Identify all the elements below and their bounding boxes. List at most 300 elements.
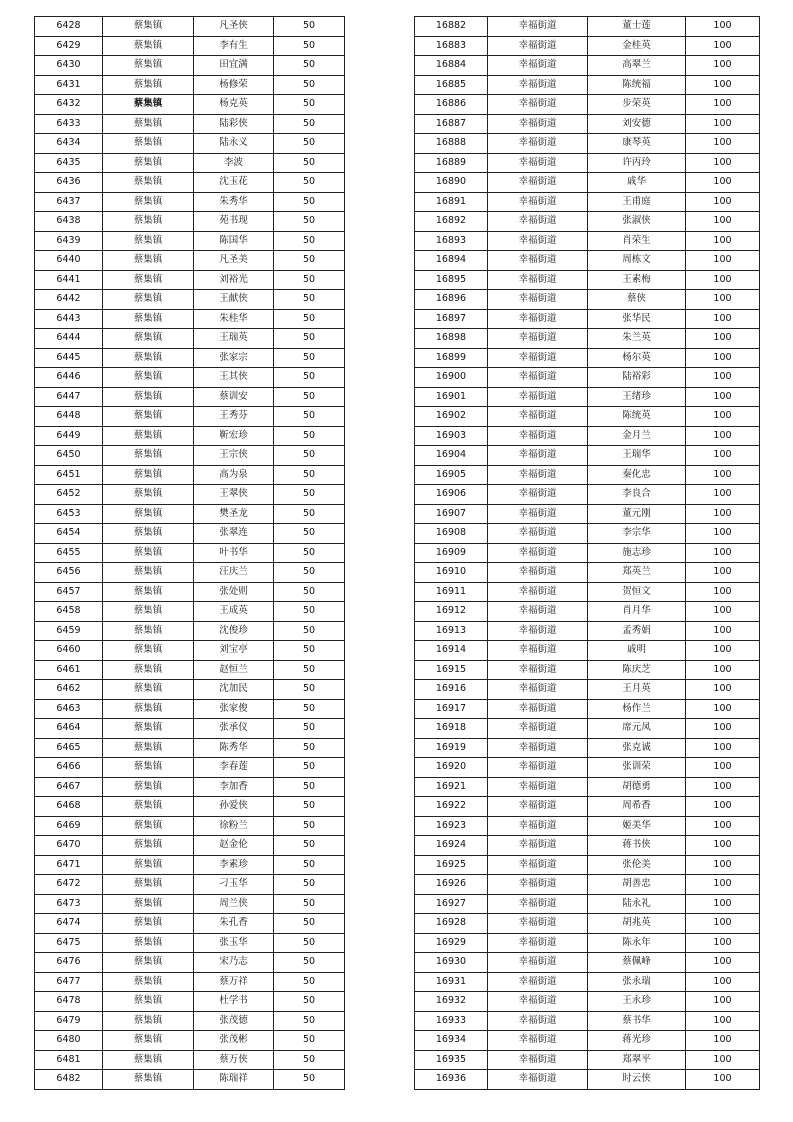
name-cell: 步荣英: [588, 95, 686, 115]
town-cell: 幸福街道: [488, 933, 588, 953]
town-cell: 幸福街道: [488, 485, 588, 505]
name-cell: 胡善忠: [588, 875, 686, 895]
serial-number-cell: 6448: [35, 407, 103, 427]
town-cell: 蔡集镇: [103, 1050, 194, 1070]
table-row: [415, 836, 760, 856]
amount-cell: 50: [274, 582, 345, 602]
town-cell: 蔡集镇: [103, 251, 194, 271]
name-cell: 杨克英: [194, 95, 274, 115]
name-cell: 赵恒兰: [194, 660, 274, 680]
table-row: [35, 231, 345, 251]
table-row: [415, 290, 760, 310]
town-cell: 蔡集镇: [103, 153, 194, 173]
table-row: [415, 270, 760, 290]
name-cell: 周兰侠: [194, 894, 274, 914]
town-cell: 幸福街道: [488, 524, 588, 544]
table-row: [415, 153, 760, 173]
serial-number-cell: 6473: [35, 894, 103, 914]
amount-cell: 50: [274, 212, 345, 232]
table-row: [415, 719, 760, 739]
town-cell: 蔡集镇: [103, 36, 194, 56]
serial-number-cell: 16882: [415, 17, 488, 37]
town-cell: 幸福街道: [488, 290, 588, 310]
amount-cell: 100: [686, 95, 760, 115]
serial-number-cell: 16896: [415, 290, 488, 310]
amount-cell: 50: [274, 992, 345, 1012]
town-cell: 幸福街道: [488, 426, 588, 446]
serial-number-cell: 16887: [415, 114, 488, 134]
serial-number-cell: 6444: [35, 329, 103, 349]
town-cell: 幸福街道: [488, 153, 588, 173]
amount-cell: 50: [274, 914, 345, 934]
town-cell: 幸福街道: [488, 894, 588, 914]
amount-cell: 50: [274, 114, 345, 134]
name-cell: 朱秀华: [194, 192, 274, 212]
name-cell: 王甫庭: [588, 192, 686, 212]
serial-number-cell: 16902: [415, 407, 488, 427]
amount-cell: 100: [686, 36, 760, 56]
amount-cell: 50: [274, 855, 345, 875]
table-row: [415, 485, 760, 505]
town-cell: 蔡集镇: [103, 192, 194, 212]
table-row: [415, 134, 760, 154]
name-cell: 陆永礼: [588, 894, 686, 914]
amount-cell: 50: [274, 290, 345, 310]
name-cell: 蒋光珍: [588, 1031, 686, 1051]
name-cell: 张处则: [194, 582, 274, 602]
town-cell: 蔡集镇: [103, 485, 194, 505]
town-cell: 幸福街道: [488, 680, 588, 700]
table-row: [35, 1050, 345, 1070]
name-cell: 周希香: [588, 797, 686, 817]
table-row: [415, 563, 760, 583]
table-row: [35, 836, 345, 856]
amount-cell: 100: [686, 641, 760, 661]
table-row: [415, 543, 760, 563]
town-cell: 幸福街道: [488, 914, 588, 934]
serial-number-cell: 16893: [415, 231, 488, 251]
serial-number-cell: 16932: [415, 992, 488, 1012]
town-cell: 蔡集镇: [103, 1011, 194, 1031]
table-row: [35, 1070, 345, 1090]
amount-cell: 50: [274, 95, 345, 115]
town-cell: 幸福街道: [488, 582, 588, 602]
town-cell: 蔡集镇: [103, 368, 194, 388]
town-cell: 幸福街道: [488, 699, 588, 719]
amount-cell: 100: [686, 56, 760, 76]
serial-number-cell: 6441: [35, 270, 103, 290]
serial-number-cell: 6453: [35, 504, 103, 524]
town-cell: 蔡集镇: [103, 914, 194, 934]
name-cell: 朱兰英: [588, 329, 686, 349]
table-row: [35, 524, 345, 544]
serial-number-cell: 6450: [35, 446, 103, 466]
amount-cell: 50: [274, 426, 345, 446]
amount-cell: 100: [686, 212, 760, 232]
town-cell: 蔡集镇: [103, 992, 194, 1012]
town-cell: 幸福街道: [488, 504, 588, 524]
name-cell: 陆彩侠: [194, 114, 274, 134]
name-cell: 肖月华: [588, 602, 686, 622]
name-cell: 陆永义: [194, 134, 274, 154]
amount-cell: 100: [686, 602, 760, 622]
table-row: [35, 680, 345, 700]
name-cell: 周栋文: [588, 251, 686, 271]
serial-number-cell: 16905: [415, 465, 488, 485]
amount-cell: 50: [274, 56, 345, 76]
name-cell: 刁玉华: [194, 875, 274, 895]
serial-number-cell: 16921: [415, 777, 488, 797]
table-row: [35, 290, 345, 310]
town-cell: 幸福街道: [488, 75, 588, 95]
amount-cell: 50: [274, 36, 345, 56]
amount-cell: 100: [686, 933, 760, 953]
table-row: [35, 894, 345, 914]
serial-number-cell: 16904: [415, 446, 488, 466]
name-cell: 胡德勇: [588, 777, 686, 797]
amount-cell: 50: [274, 387, 345, 407]
amount-cell: 50: [274, 75, 345, 95]
serial-number-cell: 6428: [35, 17, 103, 37]
serial-number-cell: 16894: [415, 251, 488, 271]
table-row: [35, 933, 345, 953]
town-cell: 蔡集镇: [103, 680, 194, 700]
table-row: [415, 329, 760, 349]
serial-number-cell: 6445: [35, 348, 103, 368]
table-row: [35, 212, 345, 232]
amount-cell: 100: [686, 446, 760, 466]
amount-cell: 100: [686, 426, 760, 446]
amount-cell: 50: [274, 309, 345, 329]
serial-number-cell: 16935: [415, 1050, 488, 1070]
serial-number-cell: 16888: [415, 134, 488, 154]
table-row: [415, 524, 760, 544]
amount-cell: 50: [274, 894, 345, 914]
table-row: [415, 1031, 760, 1051]
amount-cell: 100: [686, 348, 760, 368]
town-cell: 幸福街道: [488, 192, 588, 212]
name-cell: 李良合: [588, 485, 686, 505]
table-row: [35, 446, 345, 466]
name-cell: 张伦美: [588, 855, 686, 875]
town-cell: 幸福街道: [488, 95, 588, 115]
town-cell: 幸福街道: [488, 543, 588, 563]
town-cell: 幸福街道: [488, 836, 588, 856]
amount-cell: 50: [274, 797, 345, 817]
amount-cell: 100: [686, 290, 760, 310]
serial-number-cell: 16925: [415, 855, 488, 875]
name-cell: 金月兰: [588, 426, 686, 446]
serial-number-cell: 16908: [415, 524, 488, 544]
serial-number-cell: 16885: [415, 75, 488, 95]
table-row: [415, 387, 760, 407]
table-row: [35, 114, 345, 134]
table-row: [35, 426, 345, 446]
serial-number-cell: 6434: [35, 134, 103, 154]
table-row: [415, 602, 760, 622]
serial-number-cell: 6429: [35, 36, 103, 56]
amount-cell: 100: [686, 719, 760, 739]
serial-number-cell: 16886: [415, 95, 488, 115]
serial-number-cell: 6449: [35, 426, 103, 446]
serial-number-cell: 6478: [35, 992, 103, 1012]
table-row: [415, 738, 760, 758]
name-cell: 朱桂华: [194, 309, 274, 329]
table-row: [35, 17, 345, 37]
serial-number-cell: 6476: [35, 953, 103, 973]
amount-cell: 50: [274, 173, 345, 193]
town-cell: 幸福街道: [488, 465, 588, 485]
table-row: [35, 1011, 345, 1031]
serial-number-cell: 6452: [35, 485, 103, 505]
town-cell: 幸福街道: [488, 719, 588, 739]
town-cell: 蔡集镇: [103, 504, 194, 524]
serial-number-cell: 16895: [415, 270, 488, 290]
town-cell: 幸福街道: [488, 1011, 588, 1031]
town-cell: 幸福街道: [488, 134, 588, 154]
name-cell: 汪庆兰: [194, 563, 274, 583]
amount-cell: 100: [686, 114, 760, 134]
name-cell: 张茂德: [194, 1011, 274, 1031]
name-cell: 蔡佩峰: [588, 953, 686, 973]
table-row: [35, 368, 345, 388]
amount-cell: 100: [686, 153, 760, 173]
table-row: [35, 504, 345, 524]
amount-cell: 50: [274, 504, 345, 524]
name-cell: 张玉华: [194, 933, 274, 953]
amount-cell: 50: [274, 836, 345, 856]
table-row: [35, 36, 345, 56]
name-cell: 樊圣龙: [194, 504, 274, 524]
amount-cell: 100: [686, 75, 760, 95]
serial-number-cell: 16909: [415, 543, 488, 563]
name-cell: 张翠连: [194, 524, 274, 544]
table-row: [35, 621, 345, 641]
town-cell: 蔡集镇: [103, 972, 194, 992]
serial-number-cell: 6440: [35, 251, 103, 271]
amount-cell: 100: [686, 309, 760, 329]
serial-number-cell: 16924: [415, 836, 488, 856]
serial-number-cell: 16929: [415, 933, 488, 953]
serial-number-cell: 16916: [415, 680, 488, 700]
serial-number-cell: 6433: [35, 114, 103, 134]
table-row: [35, 797, 345, 817]
town-cell: 蔡集镇: [103, 777, 194, 797]
amount-cell: 100: [686, 251, 760, 271]
amount-cell: 100: [686, 407, 760, 427]
town-cell: 蔡集镇: [103, 602, 194, 622]
town-cell: 蔡集镇: [103, 270, 194, 290]
amount-cell: 100: [686, 231, 760, 251]
left-table-body: [35, 17, 345, 1090]
town-cell: 幸福街道: [488, 875, 588, 895]
amount-cell: 100: [686, 368, 760, 388]
amount-cell: 50: [274, 738, 345, 758]
name-cell: 凡圣美: [194, 251, 274, 271]
table-row: [35, 972, 345, 992]
town-cell: 蔡集镇: [103, 17, 194, 37]
amount-cell: 50: [274, 407, 345, 427]
amount-cell: 100: [686, 738, 760, 758]
serial-number-cell: 16891: [415, 192, 488, 212]
serial-number-cell: 6432: [35, 95, 103, 115]
amount-cell: 100: [686, 797, 760, 817]
serial-number-cell: 16933: [415, 1011, 488, 1031]
name-cell: 王永珍: [588, 992, 686, 1012]
table-row: [35, 855, 345, 875]
amount-cell: 50: [274, 602, 345, 622]
table-row: [415, 914, 760, 934]
serial-number-cell: 6437: [35, 192, 103, 212]
amount-cell: 100: [686, 699, 760, 719]
table-row: [35, 95, 345, 115]
amount-cell: 100: [686, 192, 760, 212]
serial-number-cell: 16903: [415, 426, 488, 446]
amount-cell: 50: [274, 1031, 345, 1051]
name-cell: 张家俊: [194, 699, 274, 719]
serial-number-cell: 6455: [35, 543, 103, 563]
serial-number-cell: 6480: [35, 1031, 103, 1051]
amount-cell: 100: [686, 660, 760, 680]
name-cell: 高为泉: [194, 465, 274, 485]
amount-cell: 50: [274, 933, 345, 953]
name-cell: 陆裕彩: [588, 368, 686, 388]
table-row: [35, 1031, 345, 1051]
table-row: [415, 446, 760, 466]
table-row: [415, 309, 760, 329]
table-row: [415, 426, 760, 446]
amount-cell: 50: [274, 680, 345, 700]
name-cell: 王素梅: [588, 270, 686, 290]
town-cell: 幸福街道: [488, 1050, 588, 1070]
table-row: [35, 192, 345, 212]
table-row: [415, 212, 760, 232]
table-row: [415, 992, 760, 1012]
town-cell: 蔡集镇: [103, 524, 194, 544]
table-row: [35, 465, 345, 485]
amount-cell: 100: [686, 680, 760, 700]
serial-number-cell: 6442: [35, 290, 103, 310]
serial-number-cell: 6477: [35, 972, 103, 992]
serial-number-cell: 16913: [415, 621, 488, 641]
table-row: [415, 1011, 760, 1031]
serial-number-cell: 16911: [415, 582, 488, 602]
serial-number-cell: 6436: [35, 173, 103, 193]
table-row: [35, 173, 345, 193]
table-row: [35, 875, 345, 895]
serial-number-cell: 6430: [35, 56, 103, 76]
name-cell: 高翠兰: [588, 56, 686, 76]
amount-cell: 100: [686, 329, 760, 349]
table-row: [35, 329, 345, 349]
town-cell: 蔡集镇: [103, 563, 194, 583]
town-cell: 幸福街道: [488, 972, 588, 992]
town-cell: 蔡集镇: [103, 660, 194, 680]
name-cell: 王宗侠: [194, 446, 274, 466]
table-row: [415, 251, 760, 271]
name-cell: 陈瑞祥: [194, 1070, 274, 1090]
name-cell: 杨尔英: [588, 348, 686, 368]
table-row: [415, 1050, 760, 1070]
town-cell: 蔡集镇: [103, 758, 194, 778]
name-cell: 时云侠: [588, 1070, 686, 1090]
town-cell: 蔡集镇: [103, 56, 194, 76]
town-cell: 蔡集镇: [103, 290, 194, 310]
name-cell: 孙爱侠: [194, 797, 274, 817]
amount-cell: 50: [274, 758, 345, 778]
serial-number-cell: 16919: [415, 738, 488, 758]
name-cell: 陈庆芝: [588, 660, 686, 680]
name-cell: 沈俊珍: [194, 621, 274, 641]
amount-cell: 100: [686, 894, 760, 914]
name-cell: 张淑侠: [588, 212, 686, 232]
town-cell: 蔡集镇: [103, 212, 194, 232]
amount-cell: 50: [274, 17, 345, 37]
amount-cell: 100: [686, 1031, 760, 1051]
town-cell: 蔡集镇: [103, 309, 194, 329]
name-cell: 王其侠: [194, 368, 274, 388]
table-row: [35, 75, 345, 95]
name-cell: 朱孔香: [194, 914, 274, 934]
amount-cell: 50: [274, 153, 345, 173]
serial-number-cell: 6479: [35, 1011, 103, 1031]
table-row: [35, 387, 345, 407]
amount-cell: 100: [686, 270, 760, 290]
serial-number-cell: 16897: [415, 309, 488, 329]
serial-number-cell: 6438: [35, 212, 103, 232]
serial-number-cell: 6457: [35, 582, 103, 602]
name-cell: 陈秀华: [194, 738, 274, 758]
table-row: [35, 992, 345, 1012]
table-row: [35, 641, 345, 661]
name-cell: 陈国华: [194, 231, 274, 251]
amount-cell: 50: [274, 777, 345, 797]
amount-cell: 50: [274, 524, 345, 544]
name-cell: 王瑞华: [588, 446, 686, 466]
name-cell: 李春莲: [194, 758, 274, 778]
town-cell: 蔡集镇: [103, 953, 194, 973]
name-cell: 王秀芬: [194, 407, 274, 427]
town-cell: 幸福街道: [488, 56, 588, 76]
table-row: [415, 933, 760, 953]
serial-number-cell: 6459: [35, 621, 103, 641]
serial-number-cell: 16900: [415, 368, 488, 388]
serial-number-cell: 6443: [35, 309, 103, 329]
table-row: [415, 95, 760, 115]
serial-number-cell: 6474: [35, 914, 103, 934]
left-table: [34, 16, 345, 1090]
town-cell: 幸福街道: [488, 641, 588, 661]
town-cell: 蔡集镇: [103, 543, 194, 563]
amount-cell: 50: [274, 192, 345, 212]
name-cell: 张茂彬: [194, 1031, 274, 1051]
serial-number-cell: 6461: [35, 660, 103, 680]
town-cell: 幸福街道: [488, 329, 588, 349]
table-row: [415, 699, 760, 719]
table-row: [415, 192, 760, 212]
amount-cell: 50: [274, 719, 345, 739]
town-cell: 幸福街道: [488, 660, 588, 680]
name-cell: 李素珍: [194, 855, 274, 875]
amount-cell: 100: [686, 543, 760, 563]
table-row: [35, 660, 345, 680]
table-row: [35, 953, 345, 973]
amount-cell: 50: [274, 348, 345, 368]
table-row: [415, 1070, 760, 1090]
serial-number-cell: 16918: [415, 719, 488, 739]
amount-cell: 100: [686, 816, 760, 836]
name-cell: 刘安德: [588, 114, 686, 134]
